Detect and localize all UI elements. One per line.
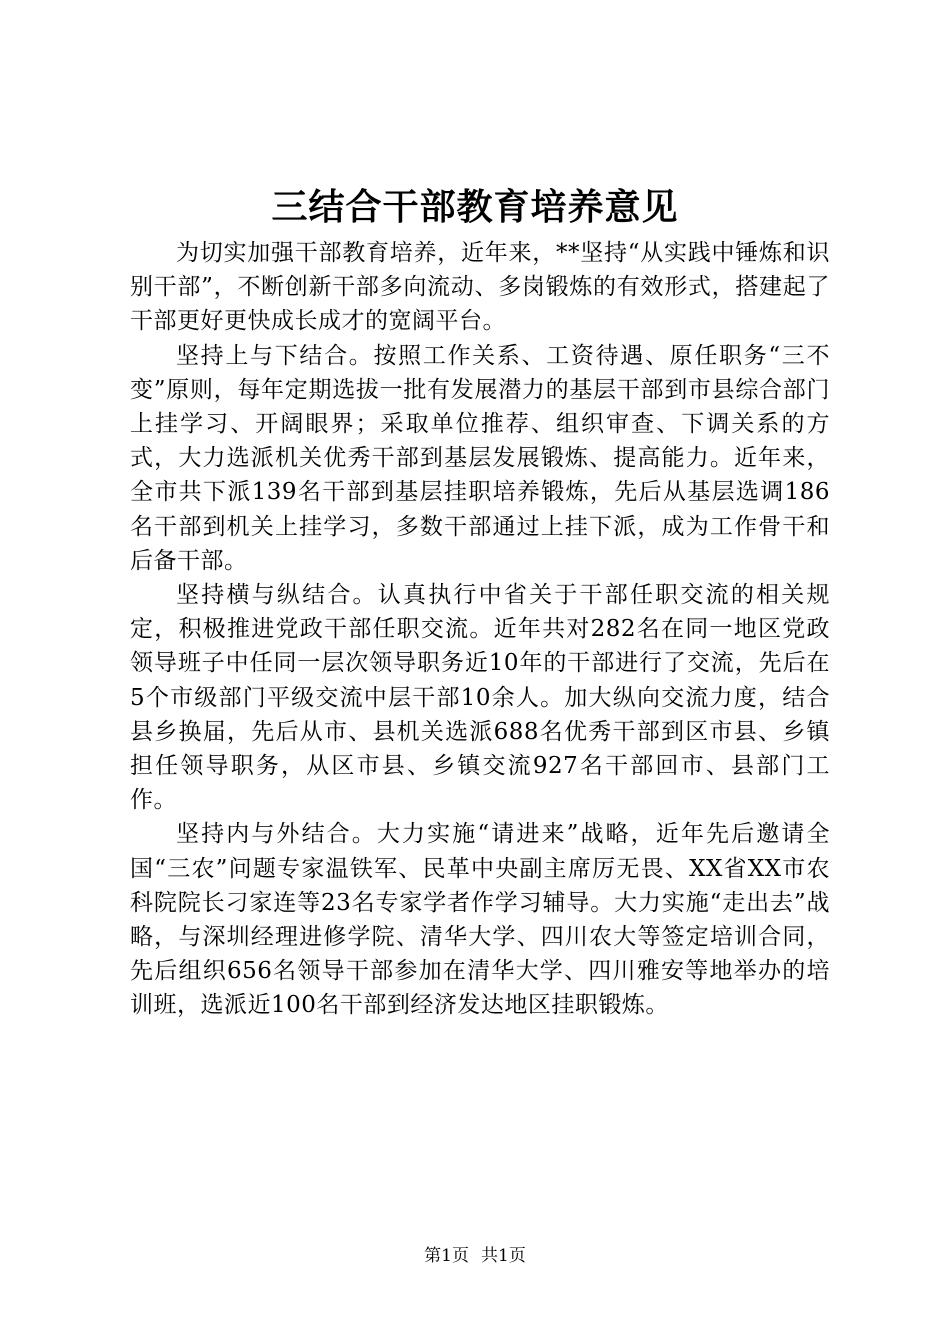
page-footer [0, 1244, 950, 1268]
paragraph-up-down: 坚持上与下结合。按照工作关系、工资待遇、原任职务“三不变”原则，每年定期选拔一批有发展潜力的基层干部到市县综合部门上挂学习、开阔眼界；采取单位推荐、组织审查、下调关系的方式，大力选派机关优秀干部到基层发展锻炼、提高能力。近年来，全市共下派139名干部到基层挂职培养锻炼，先后从基层选调186名干部到机关上挂学习，多数干部通过上挂下派，成为工作骨干和后备干部。 [130, 342, 830, 574]
document-body [130, 236, 830, 1023]
page-total: 共1页 [481, 1246, 526, 1266]
paragraph-intro: 为切实加强干部教育培养，近年来，**坚持“从实践中锤炼和识别干部”，不断创新干部多向流动、多岗锻炼的有效形式，搭建起了干部更好更快成长成才的宽阔平台。 [130, 240, 830, 335]
document-title: 三结合干部教育培养意见 [271, 186, 679, 228]
page-number: 第1页 [424, 1246, 469, 1266]
paragraph-horizontal-vertical: 坚持横与纵结合。认真执行中省关于干部任职交流的相关规定，积极推进党政干部任职交流。近年共对282名在同一地区党政领导班子中任同一层次领导职务近10年的干部进行了交流，先后在5个市级部门平级交流中层干部10余人。加大纵向交流力度，结合县乡换届，先后从市、县机关选派688名优秀干部到区市县、乡镇担任领导职务，从区市县、乡镇交流927名干部回市、县部门工作。 [130, 582, 830, 814]
paragraph-inside-outside: 坚持内与外结合。大力实施“请进来”战略，近年先后邀请全国“三农”问题专家温铁军、民革中央副主席厉无畏、XX省XX市农科院院长刁家连等23名专家学者作学习辅导。大力实施“走出去”战略，与深圳经理进修学院、清华大学、四川农大等签定培训合同，先后组织656名领导干部参加在清华大学、四川雅安等地举办的培训班，选派近100名干部到经济发达地区挂职锻炼。 [130, 821, 830, 1019]
